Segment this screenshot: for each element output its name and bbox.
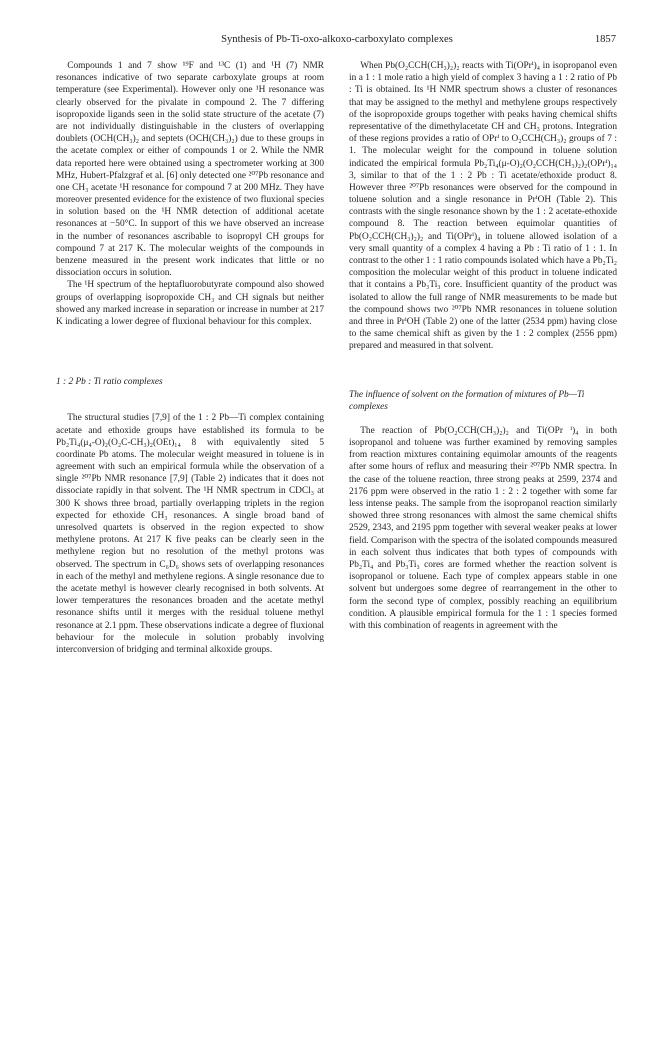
- left-column: [56, 60, 324, 656]
- section-heading: [349, 389, 617, 413]
- section-heading-text: 1 : 2 Pb : Ti ratio complexes: [56, 377, 163, 388]
- right-column: [349, 60, 617, 632]
- page-header: [58, 34, 616, 50]
- body-paragraph: When Pb(O₂CCH(CH₃)₂)₂ reacts with Ti(OPrⁱ)₄ in isopropanol even in a 1 : 1 mole ratio a high yield of complex 3 having a 1 : 2 ratio of Pb : Ti is obtained. Its ¹H NMR spectrum shows a cluster of resonances that may be assigned to the methyl and methylene groups respectively of the isopropoxide groups together with peaks having chemical shifts representative of the dimethylacetate CH and CH₃ protons. Integration of these regions provides a ratio of OPrⁱ to O₂CCH(CH₃)₂ groups of 7 : 1. The molecular weight for the compound in toluene solution indicated the empirical formula Pb₂Ti₄(μ-O)₂(O₂CCH(CH₃)₂)₂(OPrⁱ)₁₄ 3, similar to that of the 1 : 2 Pb : Ti acetate/ethoxide product 8. However three ²⁰⁷Pb resonances were observed for the compound in toluene solution and a single resonance in PrⁱOH (Table 2). This contrasts with the single resonance shown by the 1 : 2 acetate-ethoxide compound 8. The reaction between equimolar quantities of Pb(O₂CCH(CH₃)₂)₂ and Ti(OPrⁱ)₄ in toluene allowed isolation of a very small quantity of a complex 4 having a Pb : Ti ratio of 1 : 1. In contrast to the other 1 : 1 ratio compounds isolated which have a Pb₂Ti₂ composition the molecular weight of this product in toluene indicated that it contains a Pb₃Ti₃ core. Insufficient quantity of the product was isolated to allow the full range of NMR measurements to be made but the compound shows two ²⁰⁷Pb NMR resonances in toluene solution and three in PrⁱOH (Table 2) one of the latter (2534 ppm) having close to the same chemical shift as given by the 1 : 2 complex (2556 ppm) prepared and measured in that solvent.: [349, 61, 618, 352]
- body-paragraph: The ¹H spectrum of the heptafluorobutyrate compound also showed groups of overlapping isopropoxide CH₃ and CH signals but neither showed any marked increase in separation or increase in number at 217 K indicating a lower degree of fluxional behaviour for this complex.: [56, 280, 324, 327]
- page-number: 1857: [594, 34, 616, 45]
- running-title: Synthesis of Pb-Ti-oxo-alkoxo-carboxylato complexes: [221, 34, 453, 45]
- body-paragraph: Compounds 1 and 7 show ¹⁹F and ¹³C (1) and ¹H (7) NMR resonances indicative of two separate carboxylate groups at room temperature (see Experimental). However only one ¹H resonance was clearly observed for the pivalate in compound 2. The 7 differing isopropoxide ligands seen in the solid state structure of the acetate (7) are not individually distinguishable in the clusters of overlapping doublets (OCH(CH₃)₂ and septets (OCH(CH₃)₂) due to these groups in the acetate complex or either of compounds 1 or 2. While the NMR data reported here were obtained using a spectrometer working at 300 MHz, Hubert-Pfalzgraf et al. [6] only detected one ²⁰⁷Pb resonance and one CH₃ acetate ¹H resonance for compound 7 at 200 MHz. They have moreover presented evidence for the existence of two fluxional species in solution based on the ¹H NMR detection of additional acetate resonances at −50°C. In support of this we have observed an increase in the number of resonances ascribable to isopropyl CH groups for compound 7 at 217 K. The molecular weights of the compounds in benzene measured in the present work indicates that little or no dissociation occurs in solution.: [56, 61, 324, 279]
- body-paragraph: The reaction of Pb(O₂CCH(CH₃)₂)₂ and Ti(OPr ⁱ)₄ in both isopropanol and toluene was further examined by removing samples from reaction mixtures containing equimolar amounts of the reagents after some hours of reflux and measuring their ²⁰⁷Pb NMR spectra. In the case of the toluene reaction, three strong peaks at 2599, 2374 and 2176 ppm were observed in the ratio 1 : 2 : 2 together with some far less intense peaks. The sample from the isopropanol reaction similarly showed three strong resonances with almost the same chemical shifts 2529, 2343, and 2195 ppm together with several weaker peaks at lower field. Comparison with the spectra of the isolated compounds measured in each solvent thus indicates that both types of compounds with Pb₂Ti₄ and Pb₃Ti₃ cores are formed whether the reaction solvent is isopropanol or toluene. Each type of complex appears stable in one solvent but undergoes some degree of rearrangement in the other to form the second type of complex, possibly reaching an equilibrium condition. A plausible empirical formula for the 1 : 1 species formed with this combination of reagents in agreement with the: [349, 425, 617, 631]
- section-heading: [56, 376, 324, 388]
- section-heading-text: The influence of solvent on the formation of mixtures of Pb—Ti complexes: [349, 389, 585, 412]
- body-paragraph: The structural studies [7,9] of the 1 : 2 Pb—Ti complex containing acetate and ethoxide groups have established its formula to be Pb₂Ti₄(μ₄-O)₂(O₂C-CH₃)₂(OEt)₁₄ 8 with equivalently sited 5 coordinate Pb atoms. The molecular weight measured in toluene is in agreement with such an empirical formula while the observation of a single ²⁰⁷Pb NMR resonance [7,9] (Table 2) indicates that it does not dissociate rapidly in that solvent. The ¹H NMR spectrum in CDCl₃ at 300 K shows three broad, partially overlapping triplets in the region expected for ethoxide CH₃ resonances. A single broad band of unresolved quartets is observed in the region expected to show methylene protons. At 217 K five peaks can be clearly seen in the methylene region but no resolution of the methyl protons was observed. The spectrum in C₆D₆ shows sets of overlapping resonances in each of the methyl and methylene regions. A single resonance due to the acetate methyl is however clearly recognised in both solvents. At lower temperatures the resonances broaden and the acetate methyl resonance shifts until it merges with the residual toluene methyl resonance at 2.1 ppm. These observations indicate a degree of fluxional behaviour for the molecule in solution probably involving interconversion of bridging and terminal alkoxide groups.: [56, 413, 324, 655]
